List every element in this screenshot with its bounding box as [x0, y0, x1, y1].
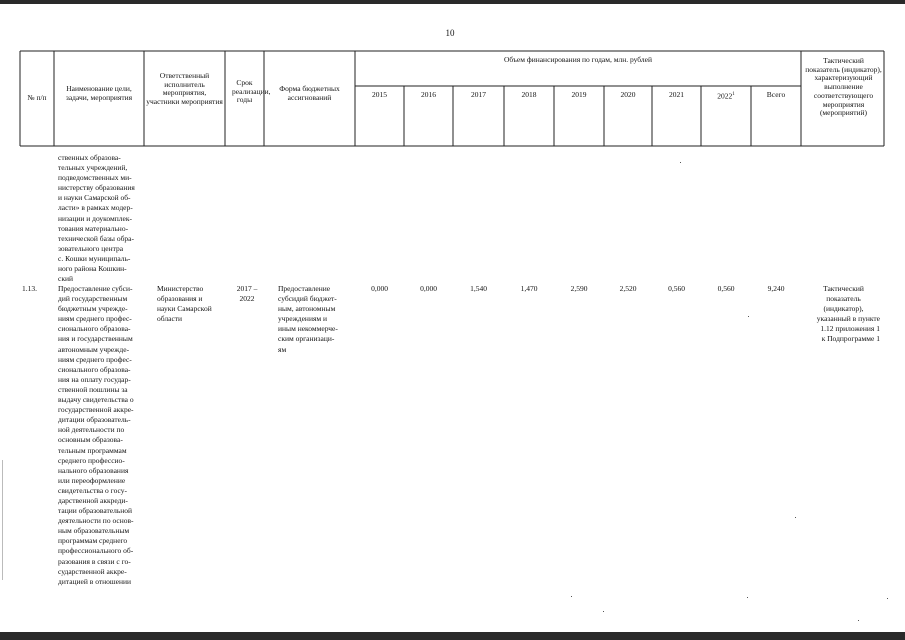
value-2015: 0,000	[371, 284, 388, 293]
text-line: нального образования	[58, 465, 129, 475]
text-line: основным образова-	[58, 435, 123, 445]
text-line: показатель	[826, 294, 861, 304]
value-2022: 0,560	[717, 284, 735, 293]
row-form	[278, 284, 356, 355]
text-line: ский	[58, 274, 73, 284]
scan-speck	[571, 596, 572, 597]
row-term	[232, 284, 262, 304]
text-line: ной деятельности по	[58, 425, 125, 435]
text-line: ласти» в рамках модер-	[58, 203, 133, 213]
text-line: с. Кошки муниципаль-	[58, 253, 131, 263]
value-2019: 2,590	[570, 284, 588, 293]
text-line: Тактический	[823, 284, 864, 293]
header-total: Всего	[766, 90, 786, 99]
text-line: подведомственных ми-	[58, 173, 132, 183]
text-line: сионального образова-	[58, 364, 131, 374]
text-line: ственной пошлины за	[58, 384, 128, 394]
text-line: тельным программам	[58, 445, 127, 455]
row-number: 1.13.	[22, 284, 37, 293]
text-line: государственной аккре-	[58, 405, 134, 415]
text-line: профессионального об-	[58, 546, 134, 556]
scan-speck	[795, 517, 796, 518]
text-line: ским организаци-	[278, 334, 335, 344]
header-term: Срок реализации, годы	[232, 78, 271, 105]
header-form: Форма бюджетных ассигнований	[279, 84, 340, 102]
text-line: ственных образова-	[58, 153, 121, 162]
row-name-text	[58, 284, 148, 587]
text-line: области	[157, 314, 183, 324]
continuation-name-text	[58, 153, 148, 284]
text-line: программам среднего	[58, 536, 128, 546]
text-line: ного района Кошкин-	[58, 264, 127, 274]
text-line: ям	[278, 344, 287, 354]
text-line: (индикатор),	[823, 304, 864, 314]
text-line: Предоставление	[278, 284, 331, 293]
text-line: сионального образова-	[58, 324, 131, 334]
row-executor	[157, 284, 225, 324]
text-line: деятельности по основ-	[58, 516, 134, 526]
text-line: учреждениям и	[278, 314, 328, 324]
text-line: 1.12 приложения 1	[820, 324, 880, 334]
text-line: 2022	[239, 294, 255, 304]
text-line: Предоставление субси-	[58, 284, 133, 293]
text-line: образования и	[157, 294, 203, 304]
text-line: ния на оплату государ-	[58, 374, 131, 384]
text-line: или переоформление	[58, 475, 126, 485]
header-year-2020: 2020	[620, 90, 636, 99]
text-line: тования материально-	[58, 223, 129, 233]
scan-border-top	[0, 0, 905, 4]
header-volume: Объем финансирования по годам, млн. рублей	[503, 55, 653, 64]
value-2021: 0,560	[668, 284, 685, 293]
text-line: автономным учрежде-	[58, 344, 130, 354]
text-line: Министерство	[157, 284, 204, 293]
header-year-2018: 2018	[521, 90, 537, 99]
scan-speck	[858, 620, 859, 621]
header-year-2015: 2015	[372, 90, 387, 99]
scan-speck	[747, 597, 748, 598]
text-line: иным некоммерче-	[278, 324, 338, 334]
text-line: 2017 –	[236, 284, 258, 293]
header-year-2016: 2016	[421, 90, 436, 99]
header-name: Наименование цели, задачи, мероприятия	[65, 84, 133, 102]
text-line: зовательного центра	[58, 243, 124, 253]
value-total: 9,240	[767, 284, 785, 293]
text-line: низации и доукомплек-	[58, 213, 132, 223]
text-line: бюджетным учрежде-	[58, 304, 128, 314]
header-number: № п/п	[27, 93, 47, 102]
page-number: 10	[445, 28, 455, 38]
text-line: дий государственным	[58, 294, 128, 304]
text-line: сударственной аккре-	[58, 566, 127, 576]
text-line: свидетельства о госу-	[58, 485, 127, 495]
text-line: дитации образователь-	[58, 415, 131, 425]
scan-border-bottom	[0, 632, 905, 640]
value-2017: 1,540	[470, 284, 487, 293]
year-2022-label: 2022	[717, 91, 733, 101]
text-line: ниям среднего профес-	[58, 314, 132, 324]
text-line: технической базы обра-	[58, 233, 134, 243]
header-year-2021: 2021	[669, 90, 684, 99]
value-2018: 1,470	[520, 284, 538, 293]
value-2020: 2,520	[619, 284, 637, 293]
scan-speck	[748, 316, 749, 317]
text-line: ниям среднего профес-	[58, 354, 132, 364]
text-line: выдачу свидетельства о	[58, 395, 134, 405]
text-line: науки Самарской	[157, 304, 212, 314]
scan-speck	[680, 162, 681, 163]
header-year-2022	[701, 91, 751, 101]
text-line: дитацией в отношении	[58, 576, 132, 586]
text-line: ным, автономным	[278, 304, 336, 314]
row-indicator	[801, 284, 884, 345]
header-indicator: Тактический показатель (индикатор), характеризующий выполнение соответствующего мероприятия (мероприятий)	[805, 56, 882, 118]
value-2016: 0,000	[420, 284, 437, 293]
scan-speck	[603, 611, 604, 612]
scan-speck	[887, 598, 888, 599]
text-line: тации образовательной	[58, 506, 133, 516]
text-line: дарственной аккреди-	[58, 495, 128, 505]
text-line: тельных учреждений,	[58, 163, 128, 173]
header-executor: Ответственный исполнитель мероприятия, участники мероприятия	[146, 71, 223, 107]
text-line: к Подпрограмме 1	[821, 334, 880, 344]
text-line: ным образовательным	[58, 526, 130, 536]
text-line: среднего профессио-	[58, 455, 125, 465]
footnote-mark: 1	[732, 92, 735, 97]
text-line: указанный в пункте	[816, 314, 880, 324]
scan-artifact-line	[2, 460, 3, 580]
header-year-2017: 2017	[471, 90, 486, 99]
text-line: нистерству образования	[58, 183, 135, 193]
header-year-2019: 2019	[571, 90, 587, 99]
text-line: ния и государственным	[58, 334, 133, 344]
text-line: субсидий бюджет-	[278, 294, 337, 304]
text-line: разования в связи с го-	[58, 556, 131, 566]
text-line: и науки Самарской об-	[58, 193, 131, 203]
